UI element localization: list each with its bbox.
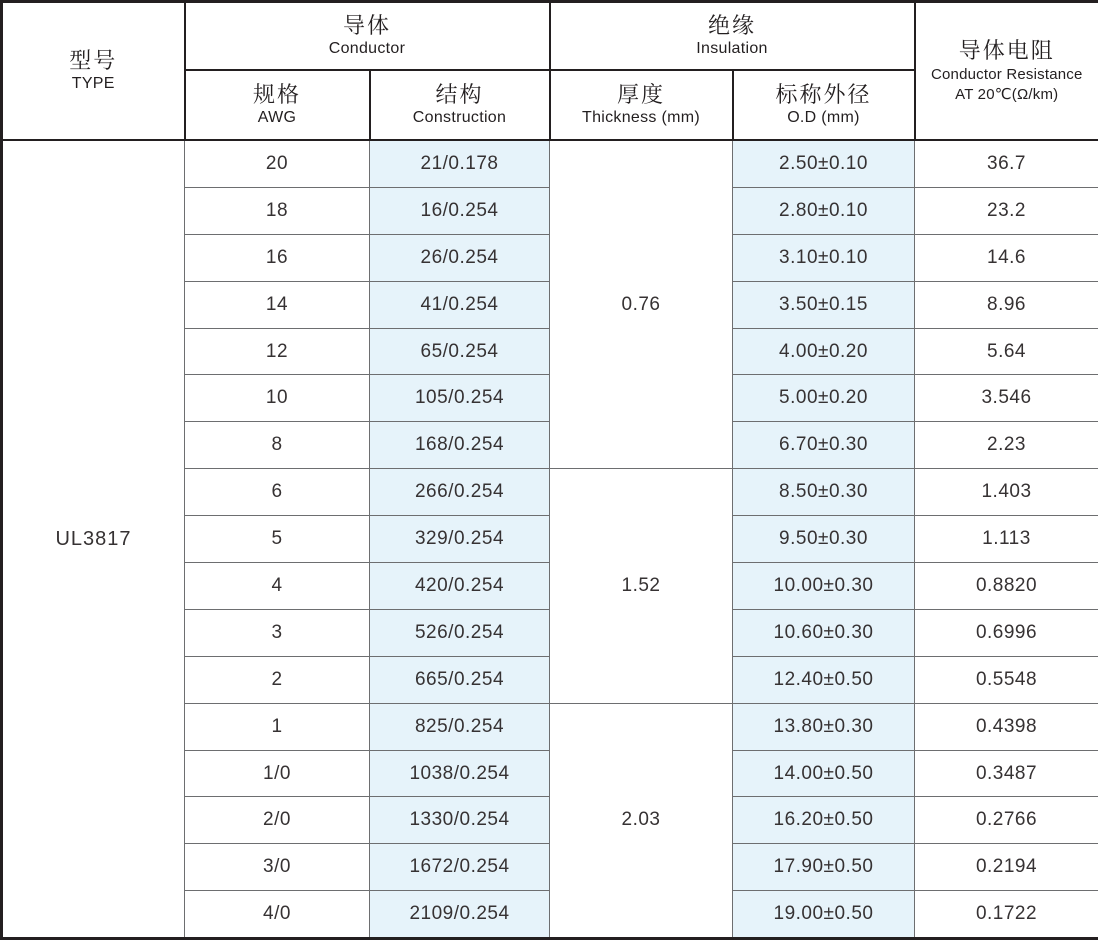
awg-cell: 3/0 (185, 844, 370, 891)
awg-cell: 1/0 (185, 750, 370, 797)
construction-cell: 1038/0.254 (370, 750, 550, 797)
header-construction-cn: 结构 (371, 81, 549, 109)
construction-cell: 41/0.254 (370, 281, 550, 328)
resistance-cell: 0.2194 (915, 844, 1098, 891)
awg-cell: 1 (185, 703, 370, 750)
resistance-cell: 36.7 (915, 140, 1098, 187)
resistance-cell: 14.6 (915, 234, 1098, 281)
construction-cell: 665/0.254 (370, 656, 550, 703)
resistance-cell: 0.8820 (915, 563, 1098, 610)
header-awg (185, 70, 370, 140)
construction-cell: 526/0.254 (370, 609, 550, 656)
resistance-cell: 1.113 (915, 516, 1098, 563)
resistance-cell: 1.403 (915, 469, 1098, 516)
header-conductor-en: Conductor (186, 39, 549, 60)
table-row (2, 140, 1098, 187)
awg-cell: 18 (185, 187, 370, 234)
header-resistance-en2: AT 20℃(Ω/km) (916, 85, 1098, 105)
construction-cell: 825/0.254 (370, 703, 550, 750)
construction-cell: 1672/0.254 (370, 844, 550, 891)
header-od-en: O.D (mm) (734, 108, 914, 129)
construction-cell: 1330/0.254 (370, 797, 550, 844)
thickness-cell: 2.03 (550, 703, 733, 938)
awg-cell: 4/0 (185, 891, 370, 939)
construction-cell: 26/0.254 (370, 234, 550, 281)
od-cell: 2.50±0.10 (733, 140, 915, 187)
od-cell: 9.50±0.30 (733, 516, 915, 563)
construction-cell: 266/0.254 (370, 469, 550, 516)
header-resistance (915, 2, 1098, 141)
od-cell: 16.20±0.50 (733, 797, 915, 844)
header-type-en: TYPE (3, 74, 184, 95)
type-cell: UL3817 (2, 140, 185, 939)
awg-cell: 3 (185, 609, 370, 656)
awg-cell: 4 (185, 563, 370, 610)
awg-cell: 20 (185, 140, 370, 187)
thickness-cell: 0.76 (550, 140, 733, 469)
header-awg-cn: 规格 (186, 81, 369, 109)
header-thickness-en: Thickness (mm) (551, 108, 732, 129)
awg-cell: 2/0 (185, 797, 370, 844)
od-cell: 19.00±0.50 (733, 891, 915, 939)
awg-cell: 6 (185, 469, 370, 516)
resistance-cell: 0.4398 (915, 703, 1098, 750)
header-insulation-group (550, 2, 915, 71)
construction-cell: 420/0.254 (370, 563, 550, 610)
od-cell: 4.00±0.20 (733, 328, 915, 375)
awg-cell: 5 (185, 516, 370, 563)
od-cell: 14.00±0.50 (733, 750, 915, 797)
resistance-cell: 3.546 (915, 375, 1098, 422)
od-cell: 13.80±0.30 (733, 703, 915, 750)
od-cell: 6.70±0.30 (733, 422, 915, 469)
resistance-cell: 2.23 (915, 422, 1098, 469)
construction-cell: 168/0.254 (370, 422, 550, 469)
awg-cell: 10 (185, 375, 370, 422)
header-thickness (550, 70, 733, 140)
header-conductor-group (185, 2, 550, 71)
awg-cell: 16 (185, 234, 370, 281)
table-header (2, 2, 1098, 141)
header-awg-en: AWG (186, 108, 369, 129)
header-type-cn: 型号 (3, 47, 184, 75)
od-cell: 5.00±0.20 (733, 375, 915, 422)
awg-cell: 2 (185, 656, 370, 703)
header-insulation-cn: 绝缘 (551, 12, 914, 40)
od-cell: 3.10±0.10 (733, 234, 915, 281)
od-cell: 10.00±0.30 (733, 563, 915, 610)
construction-cell: 105/0.254 (370, 375, 550, 422)
resistance-cell: 0.5548 (915, 656, 1098, 703)
header-construction (370, 70, 550, 140)
header-resistance-cn: 导体电阻 (916, 37, 1098, 65)
construction-cell: 16/0.254 (370, 187, 550, 234)
table-body (2, 140, 1098, 939)
resistance-cell: 8.96 (915, 281, 1098, 328)
resistance-cell: 0.1722 (915, 891, 1098, 939)
od-cell: 10.60±0.30 (733, 609, 915, 656)
awg-cell: 8 (185, 422, 370, 469)
header-od-cn: 标称外径 (734, 81, 914, 109)
resistance-cell: 0.3487 (915, 750, 1098, 797)
od-cell: 12.40±0.50 (733, 656, 915, 703)
header-row-groups (2, 2, 1098, 71)
resistance-cell: 0.2766 (915, 797, 1098, 844)
header-construction-en: Construction (371, 108, 549, 129)
header-resistance-en1: Conductor Resistance (916, 65, 1098, 85)
od-cell: 8.50±0.30 (733, 469, 915, 516)
od-cell: 17.90±0.50 (733, 844, 915, 891)
resistance-cell: 23.2 (915, 187, 1098, 234)
resistance-cell: 0.6996 (915, 609, 1098, 656)
construction-cell: 329/0.254 (370, 516, 550, 563)
header-thickness-cn: 厚度 (551, 81, 732, 109)
resistance-cell: 5.64 (915, 328, 1098, 375)
construction-cell: 65/0.254 (370, 328, 550, 375)
awg-cell: 12 (185, 328, 370, 375)
construction-cell: 21/0.178 (370, 140, 550, 187)
od-cell: 3.50±0.15 (733, 281, 915, 328)
awg-cell: 14 (185, 281, 370, 328)
header-type (2, 2, 185, 141)
construction-cell: 2109/0.254 (370, 891, 550, 939)
header-conductor-cn: 导体 (186, 12, 549, 40)
header-insulation-en: Insulation (551, 39, 914, 60)
header-od (733, 70, 915, 140)
od-cell: 2.80±0.10 (733, 187, 915, 234)
thickness-cell: 1.52 (550, 469, 733, 703)
